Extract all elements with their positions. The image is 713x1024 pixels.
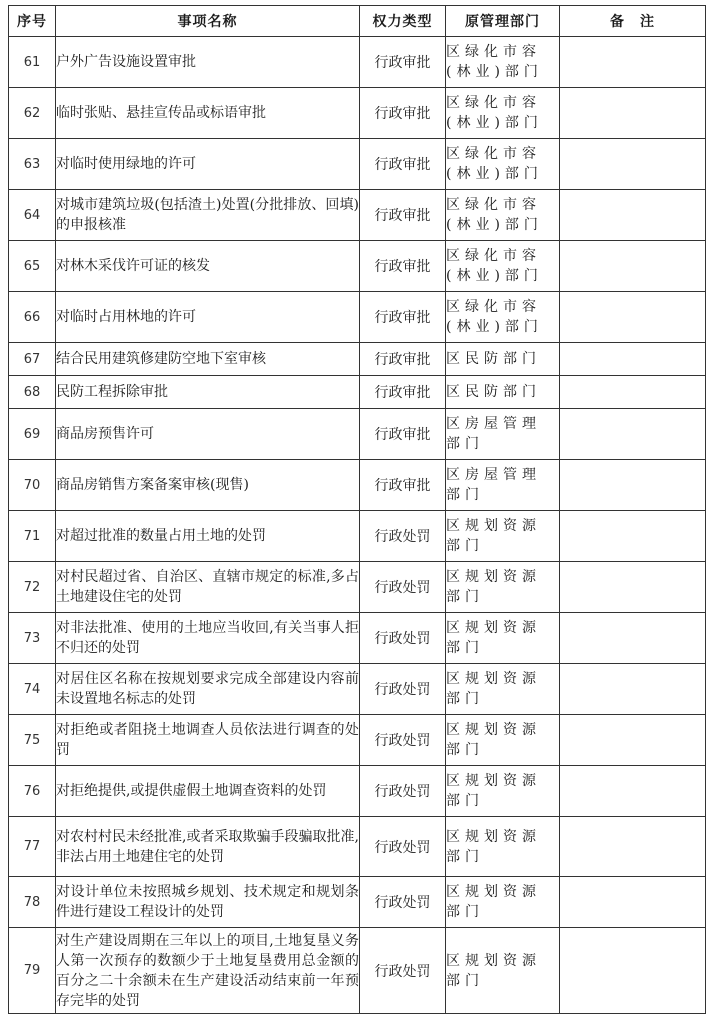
remarks-cell — [560, 766, 706, 817]
header-type: 权力类型 — [360, 6, 446, 37]
power-type-cell: 行政审批 — [360, 241, 446, 292]
item-name-cell: 对临时使用绿地的许可 — [56, 139, 360, 190]
power-type-cell: 行政处罚 — [360, 877, 446, 928]
power-type-cell: 行政审批 — [360, 292, 446, 343]
department-cell: 区绿化市容(林业)部门 — [446, 292, 560, 343]
remarks-cell — [560, 817, 706, 877]
table-row — [9, 511, 706, 562]
row-number-cell: 74 — [9, 664, 56, 715]
department-cell: 区绿化市容(林业)部门 — [446, 88, 560, 139]
row-number-cell: 65 — [9, 241, 56, 292]
remarks-cell — [560, 613, 706, 664]
remarks-cell — [560, 715, 706, 766]
item-name-cell: 对非法批准、使用的土地应当收回,有关当事人拒不归还的处罚 — [56, 613, 360, 664]
table-row — [9, 562, 706, 613]
remarks-cell — [560, 292, 706, 343]
table-row — [9, 613, 706, 664]
power-type-cell: 行政审批 — [360, 376, 446, 409]
department-cell: 区绿化市容(林业)部门 — [446, 37, 560, 88]
power-type-cell: 行政处罚 — [360, 928, 446, 1014]
header-name: 事项名称 — [56, 6, 360, 37]
department-cell: 区规划资源部门 — [446, 664, 560, 715]
remarks-cell — [560, 139, 706, 190]
remarks-cell — [560, 928, 706, 1014]
remarks-cell — [560, 511, 706, 562]
department-cell: 区绿化市容(林业)部门 — [446, 241, 560, 292]
header-row — [9, 6, 706, 37]
item-name-cell: 对林木采伐许可证的核发 — [56, 241, 360, 292]
power-type-cell: 行政审批 — [360, 343, 446, 376]
power-type-cell: 行政审批 — [360, 190, 446, 241]
remarks-cell — [560, 664, 706, 715]
row-number-cell: 63 — [9, 139, 56, 190]
header-note: 备 注 — [560, 6, 706, 37]
header-dept: 原管理部门 — [446, 6, 560, 37]
table-row — [9, 343, 706, 376]
remarks-cell — [560, 37, 706, 88]
power-type-cell: 行政审批 — [360, 88, 446, 139]
item-name-cell: 对拒绝或者阻挠土地调查人员依法进行调查的处罚 — [56, 715, 360, 766]
row-number-cell: 69 — [9, 409, 56, 460]
department-cell: 区规划资源部门 — [446, 613, 560, 664]
power-type-cell: 行政审批 — [360, 139, 446, 190]
row-number-cell: 79 — [9, 928, 56, 1014]
table-row — [9, 409, 706, 460]
department-cell: 区绿化市容(林业)部门 — [446, 190, 560, 241]
item-name-cell: 对拒绝提供,或提供虚假土地调查资料的处罚 — [56, 766, 360, 817]
item-name-cell: 民防工程拆除审批 — [56, 376, 360, 409]
remarks-cell — [560, 877, 706, 928]
item-name-cell: 对生产建设周期在三年以上的项目,土地复垦义务人第一次预存的数额少于土地复垦费用总金额的百分之二十余额未在生产建设活动结束前一年预存完毕的处罚 — [56, 928, 360, 1014]
power-list-table — [8, 5, 706, 1014]
row-number-cell: 64 — [9, 190, 56, 241]
department-cell: 区民防部门 — [446, 343, 560, 376]
power-type-cell: 行政处罚 — [360, 664, 446, 715]
table-row — [9, 139, 706, 190]
department-cell: 区规划资源部门 — [446, 511, 560, 562]
item-name-cell: 临时张贴、悬挂宣传品或标语审批 — [56, 88, 360, 139]
row-number-cell: 61 — [9, 37, 56, 88]
department-cell: 区规划资源部门 — [446, 766, 560, 817]
table-row — [9, 376, 706, 409]
table-row — [9, 877, 706, 928]
department-cell: 区房屋管理部门 — [446, 409, 560, 460]
power-type-cell: 行政处罚 — [360, 511, 446, 562]
row-number-cell: 77 — [9, 817, 56, 877]
table-row — [9, 292, 706, 343]
item-name-cell: 对临时占用林地的许可 — [56, 292, 360, 343]
power-type-cell: 行政审批 — [360, 37, 446, 88]
table-row — [9, 664, 706, 715]
department-cell: 区规划资源部门 — [446, 715, 560, 766]
department-cell: 区规划资源部门 — [446, 928, 560, 1014]
table-row — [9, 817, 706, 877]
department-cell: 区民防部门 — [446, 376, 560, 409]
remarks-cell — [560, 88, 706, 139]
item-name-cell: 对设计单位未按照城乡规划、技术规定和规划条件进行建设工程设计的处罚 — [56, 877, 360, 928]
table-row — [9, 766, 706, 817]
power-type-cell: 行政处罚 — [360, 817, 446, 877]
item-name-cell: 对城市建筑垃圾(包括渣土)处置(分批排放、回填)的申报核准 — [56, 190, 360, 241]
row-number-cell: 70 — [9, 460, 56, 511]
table-row — [9, 928, 706, 1014]
header-no: 序号 — [9, 6, 56, 37]
item-name-cell: 户外广告设施设置审批 — [56, 37, 360, 88]
remarks-cell — [560, 241, 706, 292]
item-name-cell: 对超过批准的数量占用土地的处罚 — [56, 511, 360, 562]
department-cell: 区规划资源部门 — [446, 562, 560, 613]
row-number-cell: 73 — [9, 613, 56, 664]
table-row — [9, 241, 706, 292]
table-row — [9, 190, 706, 241]
table-row — [9, 460, 706, 511]
item-name-cell: 对农村村民未经批准,或者采取欺骗手段骗取批准,非法占用土地建住宅的处罚 — [56, 817, 360, 877]
power-type-cell: 行政处罚 — [360, 613, 446, 664]
item-name-cell: 对居住区名称在按规划要求完成全部建设内容前未设置地名标志的处罚 — [56, 664, 360, 715]
row-number-cell: 66 — [9, 292, 56, 343]
remarks-cell — [560, 409, 706, 460]
department-cell: 区规划资源部门 — [446, 877, 560, 928]
row-number-cell: 62 — [9, 88, 56, 139]
remarks-cell — [560, 562, 706, 613]
item-name-cell: 商品房销售方案备案审核(现售) — [56, 460, 360, 511]
row-number-cell: 76 — [9, 766, 56, 817]
department-cell: 区规划资源部门 — [446, 817, 560, 877]
row-number-cell: 67 — [9, 343, 56, 376]
power-type-cell: 行政处罚 — [360, 715, 446, 766]
row-number-cell: 72 — [9, 562, 56, 613]
table-body — [9, 37, 706, 1014]
remarks-cell — [560, 376, 706, 409]
row-number-cell: 71 — [9, 511, 56, 562]
row-number-cell: 75 — [9, 715, 56, 766]
power-type-cell: 行政审批 — [360, 409, 446, 460]
power-type-cell: 行政审批 — [360, 460, 446, 511]
department-cell: 区绿化市容(林业)部门 — [446, 139, 560, 190]
row-number-cell: 78 — [9, 877, 56, 928]
item-name-cell: 商品房预售许可 — [56, 409, 360, 460]
table-row — [9, 715, 706, 766]
remarks-cell — [560, 343, 706, 376]
power-type-cell: 行政处罚 — [360, 562, 446, 613]
row-number-cell: 68 — [9, 376, 56, 409]
table-row — [9, 37, 706, 88]
department-cell: 区房屋管理部门 — [446, 460, 560, 511]
item-name-cell: 对村民超过省、自治区、直辖市规定的标准,多占土地建设住宅的处罚 — [56, 562, 360, 613]
power-type-cell: 行政处罚 — [360, 766, 446, 817]
remarks-cell — [560, 190, 706, 241]
remarks-cell — [560, 460, 706, 511]
item-name-cell: 结合民用建筑修建防空地下室审核 — [56, 343, 360, 376]
table-row — [9, 88, 706, 139]
